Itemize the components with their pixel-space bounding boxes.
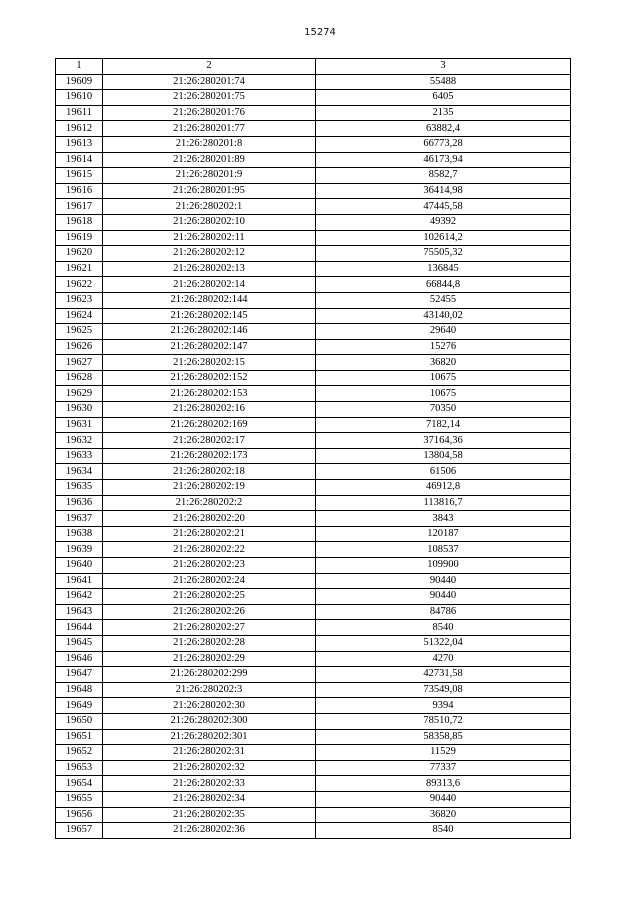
value-cell: 136845 xyxy=(316,261,571,277)
value-cell: 102614,2 xyxy=(316,230,571,246)
row-number-cell: 19637 xyxy=(56,511,103,527)
cadastral-number-cell: 21:26:280202:28 xyxy=(103,635,316,651)
row-number-cell: 19636 xyxy=(56,495,103,511)
table-row xyxy=(56,433,571,449)
value-cell: 4270 xyxy=(316,651,571,667)
table-row xyxy=(56,604,571,620)
table-row xyxy=(56,791,571,807)
data-table xyxy=(55,58,571,839)
column-header-2: 2 xyxy=(103,59,316,75)
row-number-cell: 19624 xyxy=(56,308,103,324)
row-number-cell: 19628 xyxy=(56,370,103,386)
value-cell: 55488 xyxy=(316,74,571,90)
table-row xyxy=(56,417,571,433)
row-number-cell: 19625 xyxy=(56,324,103,340)
table-row xyxy=(56,386,571,402)
table-row xyxy=(56,620,571,636)
cadastral-number-cell: 21:26:280202:22 xyxy=(103,542,316,558)
table-row xyxy=(56,74,571,90)
cadastral-number-cell: 21:26:280202:299 xyxy=(103,667,316,683)
value-cell: 6405 xyxy=(316,90,571,106)
table-row xyxy=(56,152,571,168)
cadastral-number-cell: 21:26:280202:24 xyxy=(103,573,316,589)
cadastral-number-cell: 21:26:280201:75 xyxy=(103,90,316,106)
cadastral-number-cell: 21:26:280202:34 xyxy=(103,791,316,807)
row-number-cell: 19648 xyxy=(56,682,103,698)
value-cell: 49392 xyxy=(316,214,571,230)
row-number-cell: 19617 xyxy=(56,199,103,215)
table-row xyxy=(56,121,571,137)
cadastral-number-cell: 21:26:280202:152 xyxy=(103,370,316,386)
table-row xyxy=(56,246,571,262)
value-cell: 10675 xyxy=(316,370,571,386)
column-header-3: 3 xyxy=(316,59,571,75)
table-row xyxy=(56,542,571,558)
value-cell: 113816,7 xyxy=(316,495,571,511)
value-cell: 70350 xyxy=(316,402,571,418)
row-number-cell: 19612 xyxy=(56,121,103,137)
table-row xyxy=(56,776,571,792)
table-row xyxy=(56,214,571,230)
row-number-cell: 19629 xyxy=(56,386,103,402)
value-cell: 10675 xyxy=(316,386,571,402)
row-number-cell: 19643 xyxy=(56,604,103,620)
table-row xyxy=(56,277,571,293)
cadastral-number-cell: 21:26:280202:13 xyxy=(103,261,316,277)
cadastral-number-cell: 21:26:280202:26 xyxy=(103,604,316,620)
cadastral-number-cell: 21:26:280202:18 xyxy=(103,464,316,480)
value-cell: 47445,58 xyxy=(316,199,571,215)
table-row xyxy=(56,308,571,324)
row-number-cell: 19645 xyxy=(56,635,103,651)
cadastral-number-cell: 21:26:280202:10 xyxy=(103,214,316,230)
cadastral-number-cell: 21:26:280202:29 xyxy=(103,651,316,667)
row-number-cell: 19652 xyxy=(56,745,103,761)
row-number-cell: 19626 xyxy=(56,339,103,355)
page-number: 15274 xyxy=(304,27,336,38)
value-cell: 90440 xyxy=(316,791,571,807)
cadastral-number-cell: 21:26:280202:36 xyxy=(103,823,316,839)
table-row xyxy=(56,370,571,386)
cadastral-number-cell: 21:26:280202:23 xyxy=(103,558,316,574)
cadastral-number-cell: 21:26:280201:8 xyxy=(103,136,316,152)
row-number-cell: 19611 xyxy=(56,105,103,121)
value-cell: 108537 xyxy=(316,542,571,558)
value-cell: 66773,28 xyxy=(316,136,571,152)
table-row xyxy=(56,745,571,761)
table-row xyxy=(56,230,571,246)
value-cell: 78510,72 xyxy=(316,713,571,729)
row-number-cell: 19650 xyxy=(56,713,103,729)
cadastral-number-cell: 21:26:280202:153 xyxy=(103,386,316,402)
cadastral-number-cell: 21:26:280202:145 xyxy=(103,308,316,324)
value-cell: 73549,08 xyxy=(316,682,571,698)
value-cell: 2135 xyxy=(316,105,571,121)
table-row xyxy=(56,526,571,542)
table-header-row xyxy=(56,59,571,75)
table-row xyxy=(56,495,571,511)
row-number-cell: 19627 xyxy=(56,355,103,371)
value-cell: 84786 xyxy=(316,604,571,620)
cadastral-number-cell: 21:26:280202:17 xyxy=(103,433,316,449)
value-cell: 77337 xyxy=(316,760,571,776)
row-number-cell: 19653 xyxy=(56,760,103,776)
row-number-cell: 19613 xyxy=(56,136,103,152)
row-number-cell: 19614 xyxy=(56,152,103,168)
cadastral-number-cell: 21:26:280202:32 xyxy=(103,760,316,776)
table-row xyxy=(56,261,571,277)
value-cell: 43140,02 xyxy=(316,308,571,324)
row-number-cell: 19615 xyxy=(56,168,103,184)
table-row xyxy=(56,760,571,776)
table-row xyxy=(56,183,571,199)
value-cell: 89313,6 xyxy=(316,776,571,792)
row-number-cell: 19642 xyxy=(56,589,103,605)
table-row xyxy=(56,480,571,496)
value-cell: 36414,98 xyxy=(316,183,571,199)
cadastral-number-cell: 21:26:280201:74 xyxy=(103,74,316,90)
row-number-cell: 19657 xyxy=(56,823,103,839)
cadastral-number-cell: 21:26:280201:95 xyxy=(103,183,316,199)
table-row xyxy=(56,464,571,480)
cadastral-number-cell: 21:26:280202:2 xyxy=(103,495,316,511)
table-row xyxy=(56,823,571,839)
table-row xyxy=(56,199,571,215)
table-row xyxy=(56,448,571,464)
cadastral-number-cell: 21:26:280202:173 xyxy=(103,448,316,464)
table-row xyxy=(56,682,571,698)
row-number-cell: 19623 xyxy=(56,292,103,308)
cadastral-number-cell: 21:26:280201:76 xyxy=(103,105,316,121)
row-number-cell: 19620 xyxy=(56,246,103,262)
cadastral-number-cell: 21:26:280202:15 xyxy=(103,355,316,371)
cadastral-number-cell: 21:26:280202:16 xyxy=(103,402,316,418)
table-row xyxy=(56,698,571,714)
table-row xyxy=(56,635,571,651)
cadastral-number-cell: 21:26:280202:144 xyxy=(103,292,316,308)
cadastral-number-cell: 21:26:280202:35 xyxy=(103,807,316,823)
value-cell: 46173,94 xyxy=(316,152,571,168)
row-number-cell: 19630 xyxy=(56,402,103,418)
row-number-cell: 19641 xyxy=(56,573,103,589)
cadastral-number-cell: 21:26:280202:31 xyxy=(103,745,316,761)
row-number-cell: 19639 xyxy=(56,542,103,558)
table-row xyxy=(56,355,571,371)
table-row xyxy=(56,168,571,184)
table-row xyxy=(56,558,571,574)
cadastral-number-cell: 21:26:280202:14 xyxy=(103,277,316,293)
row-number-cell: 19618 xyxy=(56,214,103,230)
table-row xyxy=(56,402,571,418)
row-number-cell: 19634 xyxy=(56,464,103,480)
cadastral-number-cell: 21:26:280202:30 xyxy=(103,698,316,714)
value-cell: 3843 xyxy=(316,511,571,527)
value-cell: 9394 xyxy=(316,698,571,714)
table-row xyxy=(56,589,571,605)
value-cell: 66844,8 xyxy=(316,277,571,293)
table-row xyxy=(56,105,571,121)
value-cell: 120187 xyxy=(316,526,571,542)
row-number-cell: 19632 xyxy=(56,433,103,449)
cadastral-number-cell: 21:26:280201:89 xyxy=(103,152,316,168)
table-row xyxy=(56,324,571,340)
cadastral-number-cell: 21:26:280201:77 xyxy=(103,121,316,137)
value-cell: 8582,7 xyxy=(316,168,571,184)
table-row xyxy=(56,667,571,683)
table-row xyxy=(56,713,571,729)
value-cell: 29640 xyxy=(316,324,571,340)
row-number-cell: 19647 xyxy=(56,667,103,683)
value-cell: 11529 xyxy=(316,745,571,761)
row-number-cell: 19656 xyxy=(56,807,103,823)
row-number-cell: 19610 xyxy=(56,90,103,106)
cadastral-number-cell: 21:26:280202:301 xyxy=(103,729,316,745)
value-cell: 42731,58 xyxy=(316,667,571,683)
value-cell: 37164,36 xyxy=(316,433,571,449)
cadastral-number-cell: 21:26:280202:33 xyxy=(103,776,316,792)
cadastral-number-cell: 21:26:280201:9 xyxy=(103,168,316,184)
row-number-cell: 19646 xyxy=(56,651,103,667)
cadastral-number-cell: 21:26:280202:11 xyxy=(103,230,316,246)
value-cell: 7182,14 xyxy=(316,417,571,433)
cadastral-number-cell: 21:26:280202:21 xyxy=(103,526,316,542)
table-row xyxy=(56,90,571,106)
column-header-1: 1 xyxy=(56,59,103,75)
cadastral-number-cell: 21:26:280202:25 xyxy=(103,589,316,605)
value-cell: 8540 xyxy=(316,823,571,839)
table-row xyxy=(56,292,571,308)
table-row xyxy=(56,339,571,355)
value-cell: 63882,4 xyxy=(316,121,571,137)
value-cell: 58358,85 xyxy=(316,729,571,745)
value-cell: 36820 xyxy=(316,807,571,823)
row-number-cell: 19651 xyxy=(56,729,103,745)
table-row xyxy=(56,573,571,589)
row-number-cell: 19638 xyxy=(56,526,103,542)
cadastral-number-cell: 21:26:280202:300 xyxy=(103,713,316,729)
value-cell: 8540 xyxy=(316,620,571,636)
value-cell: 109900 xyxy=(316,558,571,574)
value-cell: 13804,58 xyxy=(316,448,571,464)
value-cell: 46912,8 xyxy=(316,480,571,496)
value-cell: 52455 xyxy=(316,292,571,308)
table-row xyxy=(56,651,571,667)
table-row xyxy=(56,729,571,745)
cadastral-number-cell: 21:26:280202:3 xyxy=(103,682,316,698)
row-number-cell: 19655 xyxy=(56,791,103,807)
row-number-cell: 19609 xyxy=(56,74,103,90)
value-cell: 51322,04 xyxy=(316,635,571,651)
row-number-cell: 19635 xyxy=(56,480,103,496)
cadastral-number-cell: 21:26:280202:12 xyxy=(103,246,316,262)
cadastral-number-cell: 21:26:280202:27 xyxy=(103,620,316,636)
cadastral-number-cell: 21:26:280202:169 xyxy=(103,417,316,433)
value-cell: 90440 xyxy=(316,589,571,605)
cadastral-number-cell: 21:26:280202:1 xyxy=(103,199,316,215)
value-cell: 36820 xyxy=(316,355,571,371)
cadastral-number-cell: 21:26:280202:146 xyxy=(103,324,316,340)
row-number-cell: 19654 xyxy=(56,776,103,792)
value-cell: 75505,32 xyxy=(316,246,571,262)
row-number-cell: 19619 xyxy=(56,230,103,246)
row-number-cell: 19631 xyxy=(56,417,103,433)
value-cell: 15276 xyxy=(316,339,571,355)
row-number-cell: 19644 xyxy=(56,620,103,636)
row-number-cell: 19622 xyxy=(56,277,103,293)
value-cell: 90440 xyxy=(316,573,571,589)
cadastral-number-cell: 21:26:280202:19 xyxy=(103,480,316,496)
row-number-cell: 19633 xyxy=(56,448,103,464)
value-cell: 61506 xyxy=(316,464,571,480)
cadastral-number-cell: 21:26:280202:20 xyxy=(103,511,316,527)
row-number-cell: 19621 xyxy=(56,261,103,277)
table-body xyxy=(56,74,571,838)
cadastral-number-cell: 21:26:280202:147 xyxy=(103,339,316,355)
row-number-cell: 19649 xyxy=(56,698,103,714)
table-row xyxy=(56,807,571,823)
row-number-cell: 19640 xyxy=(56,558,103,574)
table-row xyxy=(56,511,571,527)
row-number-cell: 19616 xyxy=(56,183,103,199)
table-row xyxy=(56,136,571,152)
